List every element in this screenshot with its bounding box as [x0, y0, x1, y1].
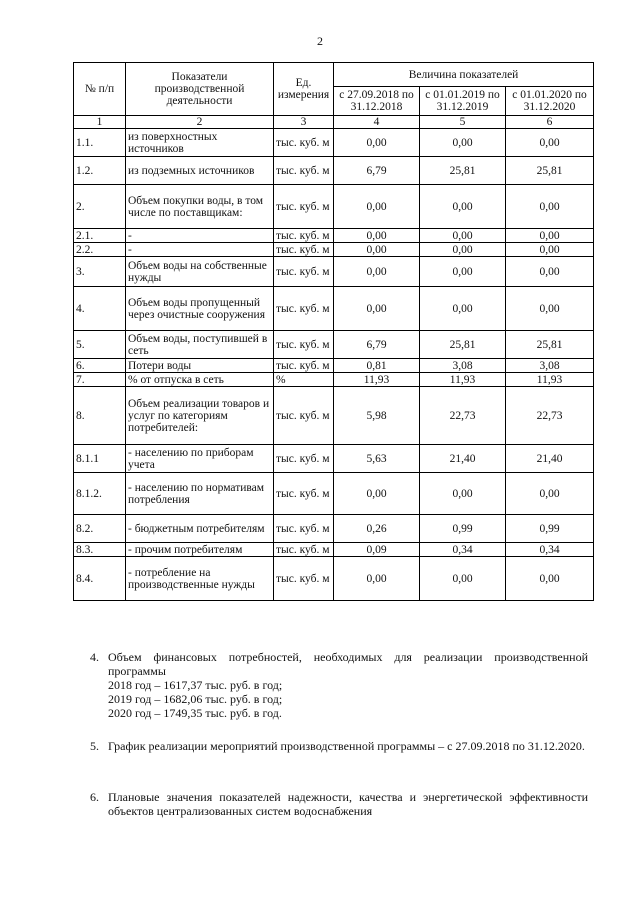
row-indicator: Объем воды пропущенный через очистные сооружения — [126, 287, 274, 331]
row-number: 7. — [74, 373, 126, 387]
financial-line-2019: 2019 год – 1682,06 тыс. руб. в год; — [108, 692, 283, 706]
column-number-row — [74, 116, 594, 129]
section-text: Плановые значения показателей надежности, качества и энергетической эффективности объектов централизованных систем водоснабжения — [108, 790, 588, 818]
header-period-2: с 01.01.2019 по 31.12.2019 — [420, 87, 506, 116]
row-value-period-2: 0,00 — [420, 129, 506, 157]
table-row — [74, 229, 594, 243]
row-indicator: Объем реализации товаров и услуг по категориям потребителей: — [126, 387, 274, 445]
column-number: 6 — [506, 116, 594, 129]
table-row — [74, 331, 594, 359]
row-indicator: Объем покупки воды, в том числе по поставщикам: — [126, 185, 274, 229]
section-number: 6. — [90, 790, 99, 804]
row-value-period-3: 0,00 — [506, 243, 594, 257]
row-value-period-3: 0,00 — [506, 185, 594, 229]
column-number: 1 — [74, 116, 126, 129]
row-value-period-2: 25,81 — [420, 157, 506, 185]
row-unit: тыс. куб. м — [274, 185, 334, 229]
row-unit: тыс. куб. м — [274, 473, 334, 515]
row-unit: тыс. куб. м — [274, 445, 334, 473]
header-num: № п/п — [74, 63, 126, 116]
table-row — [74, 473, 594, 515]
header-value-group: Величина показателей — [334, 63, 594, 87]
row-value-period-2: 11,93 — [420, 373, 506, 387]
row-number: 2.1. — [74, 229, 126, 243]
row-value-period-1: 6,79 — [334, 331, 420, 359]
row-value-period-1: 0,00 — [334, 229, 420, 243]
row-value-period-2: 0,99 — [420, 515, 506, 543]
row-indicator: Объем воды, поступившей в сеть — [126, 331, 274, 359]
row-value-period-3: 0,99 — [506, 515, 594, 543]
row-unit: тыс. куб. м — [274, 257, 334, 287]
section-text: Объем финансовых потребностей, необходимых для реализации производственной программы — [108, 650, 588, 678]
row-indicator: Объем воды на собственные нужды — [126, 257, 274, 287]
row-number: 8.3. — [74, 543, 126, 557]
row-value-period-3: 21,40 — [506, 445, 594, 473]
table-row — [74, 359, 594, 373]
row-unit: % — [274, 373, 334, 387]
page-number: 2 — [317, 34, 323, 48]
row-unit: тыс. куб. м — [274, 557, 334, 601]
row-value-period-3: 0,34 — [506, 543, 594, 557]
row-value-period-2: 0,00 — [420, 185, 506, 229]
header-unit: Ед. измерения — [274, 63, 334, 116]
row-unit: тыс. куб. м — [274, 515, 334, 543]
row-number: 8. — [74, 387, 126, 445]
row-value-period-2: 0,00 — [420, 557, 506, 601]
header-period-3: с 01.01.2020 по 31.12.2020 — [506, 87, 594, 116]
row-number: 1.2. — [74, 157, 126, 185]
table-row — [74, 387, 594, 445]
row-number: 8.4. — [74, 557, 126, 601]
row-indicator: - бюджетным потребителям — [126, 515, 274, 543]
row-unit: тыс. куб. м — [274, 359, 334, 373]
row-value-period-3: 0,00 — [506, 129, 594, 157]
section-number: 5. — [90, 739, 99, 753]
row-value-period-1: 0,00 — [334, 129, 420, 157]
table-row — [74, 157, 594, 185]
row-value-period-1: 5,63 — [334, 445, 420, 473]
row-value-period-2: 22,73 — [420, 387, 506, 445]
row-value-period-1: 0,09 — [334, 543, 420, 557]
row-unit: тыс. куб. м — [274, 243, 334, 257]
table-row — [74, 445, 594, 473]
table-row — [74, 515, 594, 543]
row-value-period-3: 3,08 — [506, 359, 594, 373]
row-value-period-3: 0,00 — [506, 473, 594, 515]
column-number: 4 — [334, 116, 420, 129]
header-indicator: Показатели производственной деятельности — [126, 63, 274, 116]
section-text: График реализации мероприятий производственной программы – с 27.09.2018 по 31.12.2020. — [108, 739, 585, 753]
row-value-period-2: 0,00 — [420, 243, 506, 257]
row-number: 8.1.2. — [74, 473, 126, 515]
column-number: 2 — [126, 116, 274, 129]
row-value-period-1: 6,79 — [334, 157, 420, 185]
section-planned-values — [90, 790, 588, 818]
production-indicators-table — [73, 62, 594, 601]
row-number: 4. — [74, 287, 126, 331]
row-value-period-2: 0,00 — [420, 287, 506, 331]
table-row — [74, 543, 594, 557]
row-unit: тыс. куб. м — [274, 387, 334, 445]
row-value-period-3: 0,00 — [506, 287, 594, 331]
row-value-period-3: 25,81 — [506, 157, 594, 185]
table-row — [74, 373, 594, 387]
section-financial-needs — [90, 650, 588, 720]
row-value-period-2: 25,81 — [420, 331, 506, 359]
row-indicator: % от отпуска в сеть — [126, 373, 274, 387]
row-value-period-2: 0,00 — [420, 257, 506, 287]
row-value-period-2: 3,08 — [420, 359, 506, 373]
row-value-period-1: 0,00 — [334, 287, 420, 331]
row-value-period-1: 0,00 — [334, 473, 420, 515]
column-number: 5 — [420, 116, 506, 129]
row-value-period-1: 5,98 — [334, 387, 420, 445]
row-indicator: - населению по нормативам потребления — [126, 473, 274, 515]
row-indicator: - прочим потребителям — [126, 543, 274, 557]
row-value-period-2: 0,00 — [420, 473, 506, 515]
row-unit: тыс. куб. м — [274, 129, 334, 157]
row-value-period-3: 25,81 — [506, 331, 594, 359]
row-indicator: - — [126, 229, 274, 243]
table-row — [74, 257, 594, 287]
row-indicator: - потребление на производственные нужды — [126, 557, 274, 601]
row-number: 8.1.1 — [74, 445, 126, 473]
row-number: 5. — [74, 331, 126, 359]
row-value-period-3: 11,93 — [506, 373, 594, 387]
table-row — [74, 243, 594, 257]
table-row — [74, 185, 594, 229]
row-value-period-2: 0,34 — [420, 543, 506, 557]
table-row — [74, 287, 594, 331]
row-unit: тыс. куб. м — [274, 287, 334, 331]
row-indicator: из поверхностных источников — [126, 129, 274, 157]
row-value-period-1: 0,81 — [334, 359, 420, 373]
section-schedule — [90, 739, 588, 753]
row-indicator: - населению по приборам учета — [126, 445, 274, 473]
table-row — [74, 557, 594, 601]
row-number: 1.1. — [74, 129, 126, 157]
row-value-period-2: 0,00 — [420, 229, 506, 243]
row-unit: тыс. куб. м — [274, 331, 334, 359]
row-unit: тыс. куб. м — [274, 229, 334, 243]
financial-line-2020: 2020 год – 1749,35 тыс. руб. в год. — [108, 706, 282, 720]
row-unit: тыс. куб. м — [274, 157, 334, 185]
row-indicator: Потери воды — [126, 359, 274, 373]
row-value-period-1: 0,00 — [334, 257, 420, 287]
section-number: 4. — [90, 650, 99, 664]
column-number: 3 — [274, 116, 334, 129]
row-unit: тыс. куб. м — [274, 543, 334, 557]
header-period-1: с 27.09.2018 по 31.12.2018 — [334, 87, 420, 116]
row-value-period-3: 0,00 — [506, 229, 594, 243]
row-value-period-1: 0,26 — [334, 515, 420, 543]
row-number: 8.2. — [74, 515, 126, 543]
row-value-period-1: 0,00 — [334, 557, 420, 601]
row-value-period-2: 21,40 — [420, 445, 506, 473]
row-value-period-1: 11,93 — [334, 373, 420, 387]
row-number: 6. — [74, 359, 126, 373]
row-number: 3. — [74, 257, 126, 287]
row-value-period-3: 0,00 — [506, 557, 594, 601]
row-number: 2. — [74, 185, 126, 229]
row-value-period-1: 0,00 — [334, 243, 420, 257]
row-number: 2.2. — [74, 243, 126, 257]
row-indicator: из подземных источников — [126, 157, 274, 185]
row-value-period-3: 22,73 — [506, 387, 594, 445]
row-indicator: - — [126, 243, 274, 257]
financial-line-2018: 2018 год – 1617,37 тыс. руб. в год; — [108, 678, 283, 692]
row-value-period-3: 0,00 — [506, 257, 594, 287]
table-row — [74, 129, 594, 157]
row-value-period-1: 0,00 — [334, 185, 420, 229]
